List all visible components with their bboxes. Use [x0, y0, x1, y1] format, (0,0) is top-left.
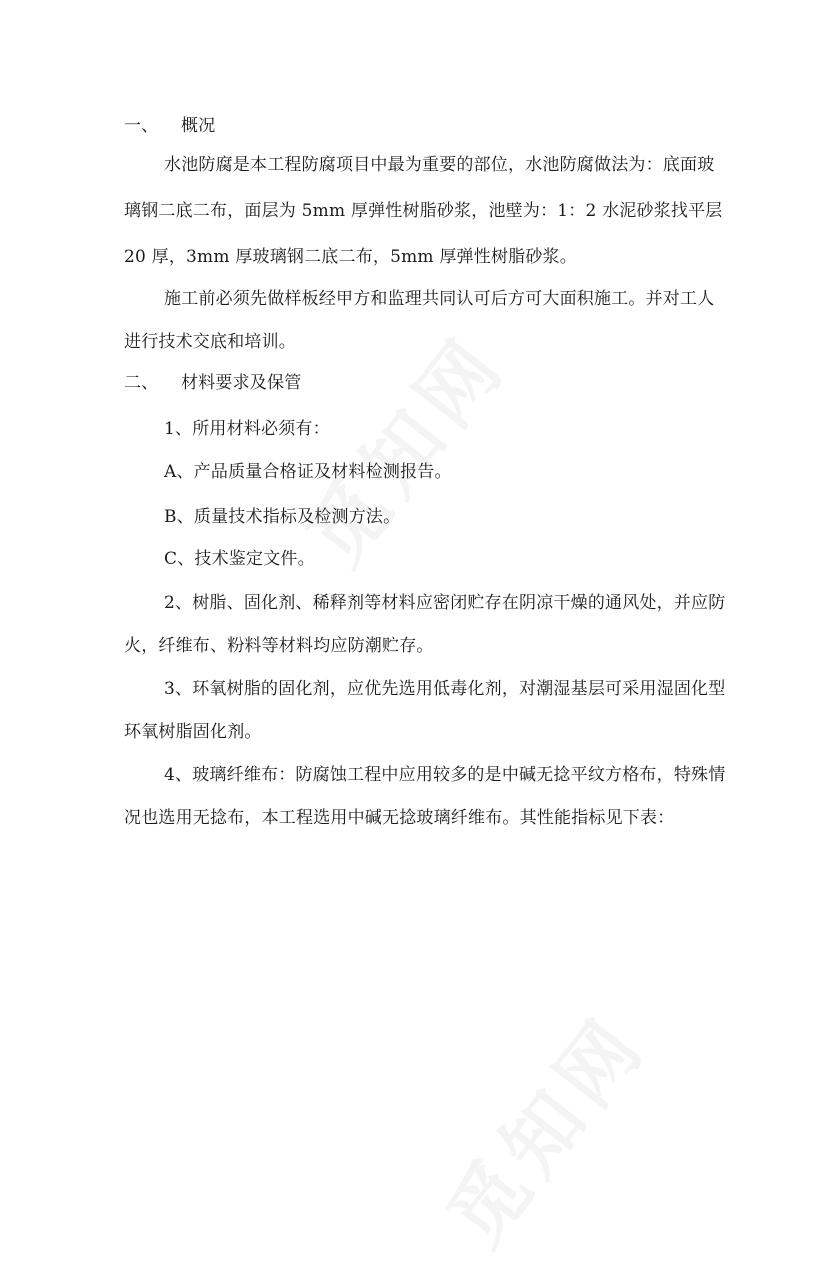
item-2-line-2: 火，纤维布、粉料等材料均应防潮贮存。	[124, 636, 434, 656]
section-1-heading	[124, 114, 215, 138]
item-1a: A、产品质量合格证及材料检测报告。	[164, 462, 452, 482]
item-1b: B、质量技术指标及检测方法。	[164, 507, 401, 527]
para-1-line-1: 水池防腐是本工程防腐项目中最为重要的部位，水池防腐做法为：底面玻	[164, 155, 715, 175]
item-2-line-1: 2、树脂、固化剂、稀释剂等材料应密闭贮存在阴凉干燥的通风处，并应防	[164, 593, 726, 613]
section-2-number: 二、	[124, 373, 159, 393]
item-4-line-2: 况也选用无捻布，本工程选用中碱无捻玻璃纤维布。其性能指标见下表：	[124, 808, 675, 828]
para-1-line-3: 20 厚，3mm 厚玻璃钢二底二布，5mm 厚弹性树脂砂浆。	[124, 247, 577, 267]
watermark-top	[277, 307, 528, 584]
item-1: 1、所用材料必须有：	[164, 419, 330, 439]
item-3-line-1: 3、环氧树脂的固化剂，应优先选用低毒化剂，对潮湿基层可采用湿固化型	[164, 679, 726, 699]
section-2-heading	[124, 371, 301, 395]
section-1-number: 一、	[124, 116, 159, 136]
item-4-line-1: 4、玻璃纤维布：防腐蚀工程中应用较多的是中碱无捻平纹方格布，特殊情	[164, 765, 726, 785]
section-2-title: 材料要求及保管	[181, 373, 302, 393]
item-3-line-2: 环氧树脂固化剂。	[124, 722, 262, 742]
para-1-line-2: 璃钢二底二布，面层为 5mm 厚弹性树脂砂浆，池壁为：1：2 水泥砂浆找平层	[124, 201, 723, 221]
para-2-line-2: 进行技术交底和培训。	[124, 332, 296, 352]
item-1c: C、技术鉴定文件。	[164, 549, 315, 569]
watermark-bottom	[417, 987, 668, 1264]
para-2-line-1: 施工前必须先做样板经甲方和监理共同认可后方可大面积施工。并对工人	[164, 289, 715, 309]
section-1-title: 概况	[181, 116, 216, 136]
